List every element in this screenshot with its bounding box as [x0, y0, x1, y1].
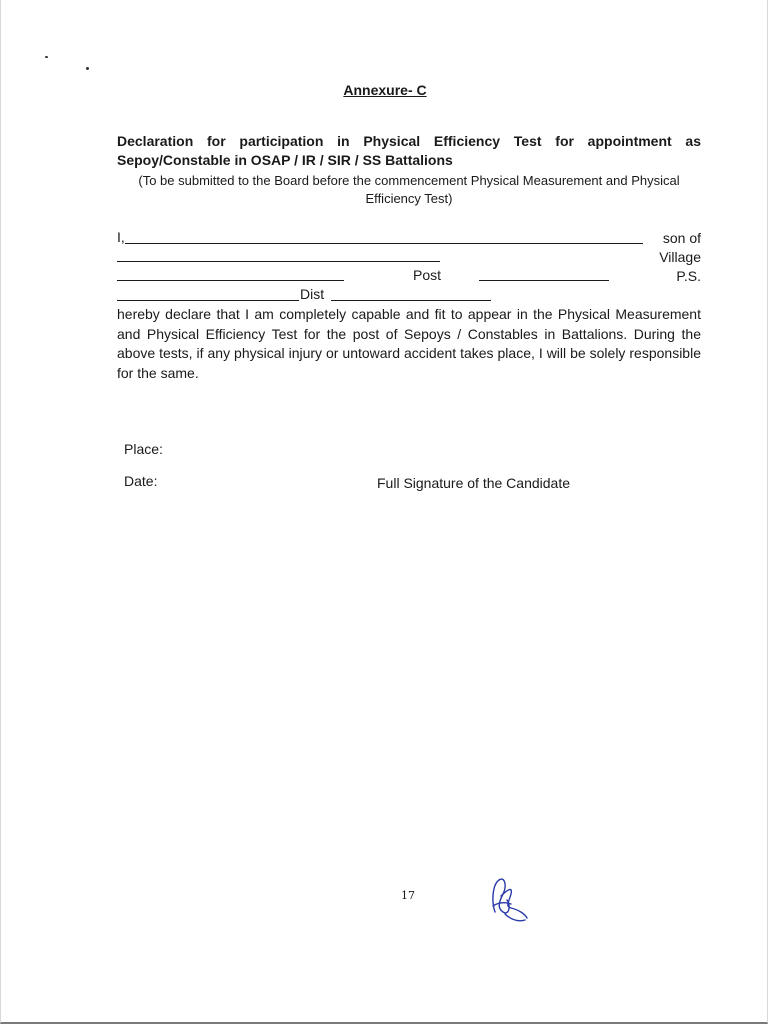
ps-label: P.S.	[676, 268, 701, 284]
submission-note: (To be submitted to the Board before the commencement Physical Measurement and Physical Efficiency Test)	[138, 173, 680, 206]
declaration-text: hereby declare that I am completely capable and fit to appear in the Physical Measurement and Physical Efficiency Test for the post of Sepoys / Constables in Battalions. During the above tests, if any physical injury or untoward accident takes place, I will be solely responsible for the same.	[117, 306, 701, 381]
father-name-field-line[interactable]	[117, 261, 440, 262]
village-label: Village	[659, 249, 701, 265]
dist-field-line[interactable]	[331, 300, 491, 301]
ps-field-line[interactable]	[117, 300, 299, 301]
dist-label: Dist	[300, 286, 325, 302]
post-label: Post	[413, 267, 442, 283]
date-label: Date:	[124, 473, 158, 489]
name-field-line[interactable]	[125, 243, 643, 244]
scan-speck	[86, 67, 89, 70]
post-field-line[interactable]	[479, 280, 609, 281]
village-field-line[interactable]	[117, 280, 344, 281]
annexure-title	[1, 82, 768, 98]
i-label: I,	[117, 229, 125, 245]
page-number: 17	[401, 889, 415, 902]
scan-speck	[45, 56, 48, 58]
signature-caption: Full Signature of the Candidate	[377, 475, 571, 491]
declaration-heading: Declaration for participation in Physical Efficiency Test for appointment as Sepoy/Constable in OSAP / IR / SIR / SS Battalions	[117, 133, 701, 168]
place-label: Place:	[124, 441, 163, 457]
annexure-title-text: Annexure- C	[343, 82, 427, 98]
son-of-label: son of	[662, 230, 701, 246]
handwritten-initials-icon	[481, 872, 537, 926]
